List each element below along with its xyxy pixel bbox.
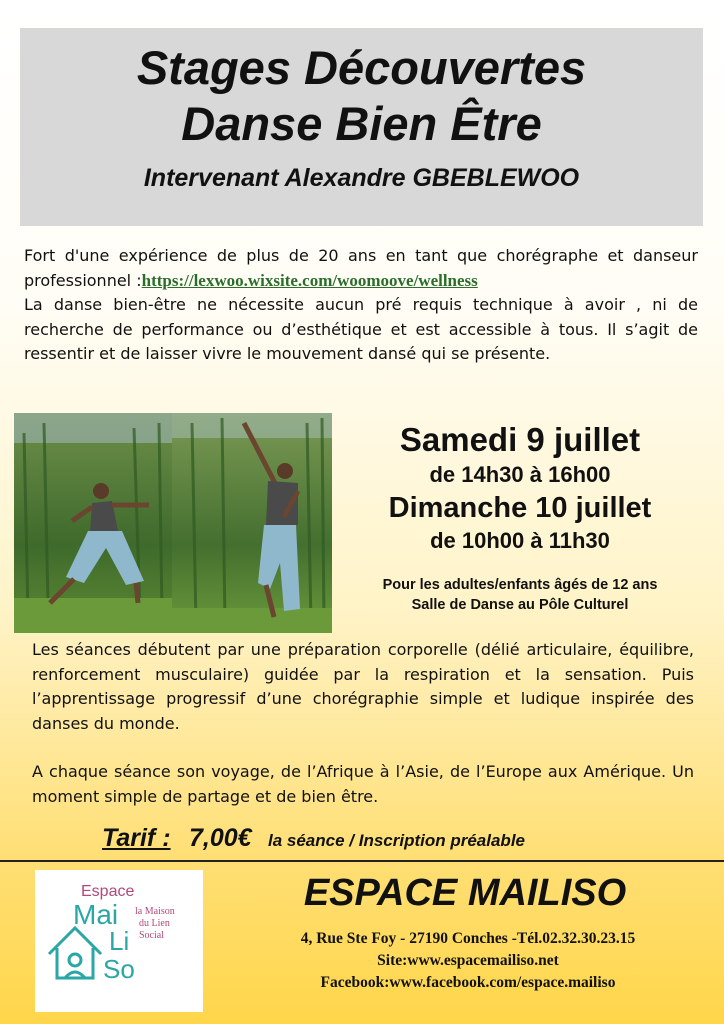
instructor-subtitle: Intervenant Alexandre GBEBLEWOO bbox=[143, 164, 580, 192]
intro-text-1: Fort d'une expérience de plus de 20 ans en tant que chorégraphe et danseur professionnel : bbox=[24, 246, 698, 290]
logo-tagline-1: la Maison bbox=[135, 906, 175, 917]
session-description: Les séances débutent par une préparation corporelle (délié articulaire, équilibre, renforcement musculaire) guidée par la respiration et la sensation. Puis l’apprentissage progressif d’une chorégraphie simple et ludique inspirée des danses du monde. bbox=[32, 640, 694, 733]
title-banner bbox=[20, 28, 703, 226]
logo-mai: Mai bbox=[73, 899, 119, 930]
facebook-link[interactable]: Facebook:www.facebook.com/espace.mailiso bbox=[320, 974, 616, 991]
venue: Salle de Danse au Pôle Culturel bbox=[411, 597, 629, 613]
time-sunday: de 10h00 à 11h30 bbox=[430, 528, 610, 553]
date-sunday: Dimanche 10 juillet bbox=[388, 492, 652, 524]
contact-info bbox=[218, 928, 718, 994]
tarif-price: 7,00€ bbox=[188, 824, 252, 852]
house-icon bbox=[49, 928, 101, 978]
intro-paragraph bbox=[24, 244, 698, 367]
brand-name: ESPACE MAILISO bbox=[303, 872, 627, 914]
logo-so: So bbox=[103, 954, 135, 984]
logo-espace: Espace bbox=[81, 883, 135, 900]
tarif-note: la séance / Inscription préalable bbox=[268, 831, 525, 850]
dancer-photo-left bbox=[14, 413, 172, 633]
date-saturday: Samedi 9 juillet bbox=[399, 421, 641, 458]
logo-tagline-3: Social bbox=[139, 930, 164, 941]
title-line-2: Danse Bien Être bbox=[181, 97, 542, 150]
wellness-link[interactable]: https://lexwoo.wixsite.com/woomoove/wellness bbox=[141, 270, 478, 290]
tarif-line bbox=[102, 824, 525, 853]
footer-divider bbox=[0, 860, 724, 862]
logo-tagline-2: du Lien bbox=[139, 918, 170, 929]
address: 4, Rue Ste Foy - 27190 Conches -Tél.02.32.30.23.15 bbox=[300, 930, 636, 947]
journey-description: A chaque séance son voyage, de l’Afrique à l’Asie, de l’Europe aux Amérique. Un moment simple de partage et de bien être. bbox=[32, 762, 694, 806]
audience-info bbox=[340, 575, 700, 615]
tarif-label: Tarif : bbox=[102, 824, 171, 852]
time-saturday: de 14h30 à 16h00 bbox=[429, 462, 611, 487]
dancer-photo-right bbox=[172, 413, 332, 633]
logo-li: Li bbox=[109, 926, 130, 956]
audience-age: Pour les adultes/enfants âgés de 12 ans bbox=[382, 577, 658, 593]
intro-text-2: La danse bien-être ne nécessite aucun pré requis technique à avoir , ni de recherche de performance ou d’esthétique et est accessible à tous. Il s’agit de ressentir et de laisser vivre le mouvement dansé qui se présente. bbox=[24, 295, 698, 363]
website[interactable]: Site:www.espacemailiso.net bbox=[377, 952, 559, 969]
title-line-1: Stages Découvertes bbox=[136, 41, 587, 94]
schedule-block bbox=[340, 420, 700, 556]
mailiso-logo bbox=[35, 870, 203, 1012]
